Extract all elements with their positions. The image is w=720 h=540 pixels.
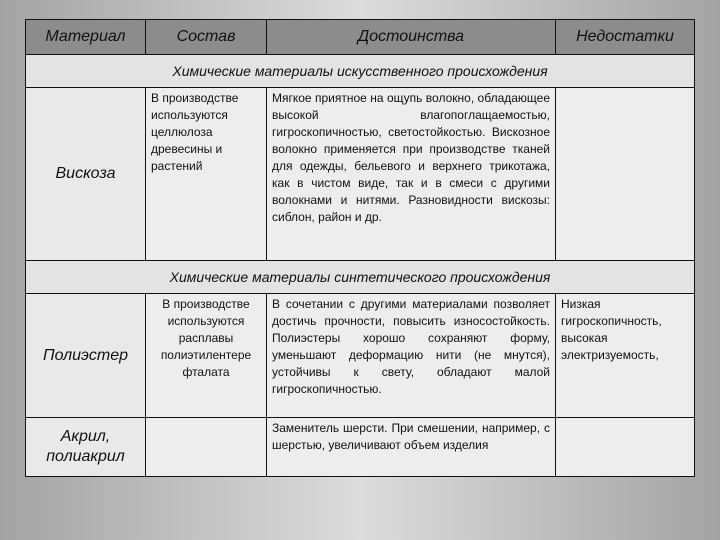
header-composition: Состав bbox=[145, 19, 267, 55]
advantages-acrylic: Заменитель шерсти. При смешении, например, с шерстью, увеличивают объем изделия bbox=[266, 417, 556, 477]
advantages-viscose: Мягкое приятное на ощупь волокно, обладающее высокой влагопоглащаемостью, гигроскопичностью, светостойкостью. Вискозное волокно применяется при производстве тканей для одежды, бельевого и верхнего трикотажа, как в чистом виде, так и в смеси с другими волокнами и нитями. Разновидности вискозы: сиблон, район и др. bbox=[266, 87, 556, 261]
disadvantages-viscose bbox=[555, 87, 695, 261]
advantages-polyester: В сочетании с другими материалами позволяет достичь прочности, повысить износостойкость. Полиэстеры хорошо сохраняют форму, уменьшают деформацию нити (не мнутся), устойчивы к свету, обладают малой гигроскопичностью. bbox=[266, 293, 556, 418]
material-polyester: Полиэстер bbox=[25, 293, 146, 418]
composition-acrylic bbox=[145, 417, 267, 477]
materials-table bbox=[25, 19, 695, 477]
header-disadvantages: Недостатки bbox=[555, 19, 695, 55]
composition-polyester: В производстве используются расплавы полиэтилентере фталата bbox=[145, 293, 267, 418]
composition-viscose: В производстве используются целлюлоза древесины и растений bbox=[145, 87, 267, 261]
header-advantages: Достоинства bbox=[266, 19, 556, 55]
disadvantages-acrylic bbox=[555, 417, 695, 477]
section-synthetic: Химические материалы синтетического происхождения bbox=[25, 260, 695, 294]
material-acrylic: Акрил, полиакрил bbox=[25, 417, 146, 477]
disadvantages-polyester: Низкая гигроскопичность, высокая электризуемость, bbox=[555, 293, 695, 418]
material-viscose: Вискоза bbox=[25, 87, 146, 261]
header-material: Материал bbox=[25, 19, 146, 55]
section-artificial: Химические материалы искусственного происхождения bbox=[25, 54, 695, 88]
